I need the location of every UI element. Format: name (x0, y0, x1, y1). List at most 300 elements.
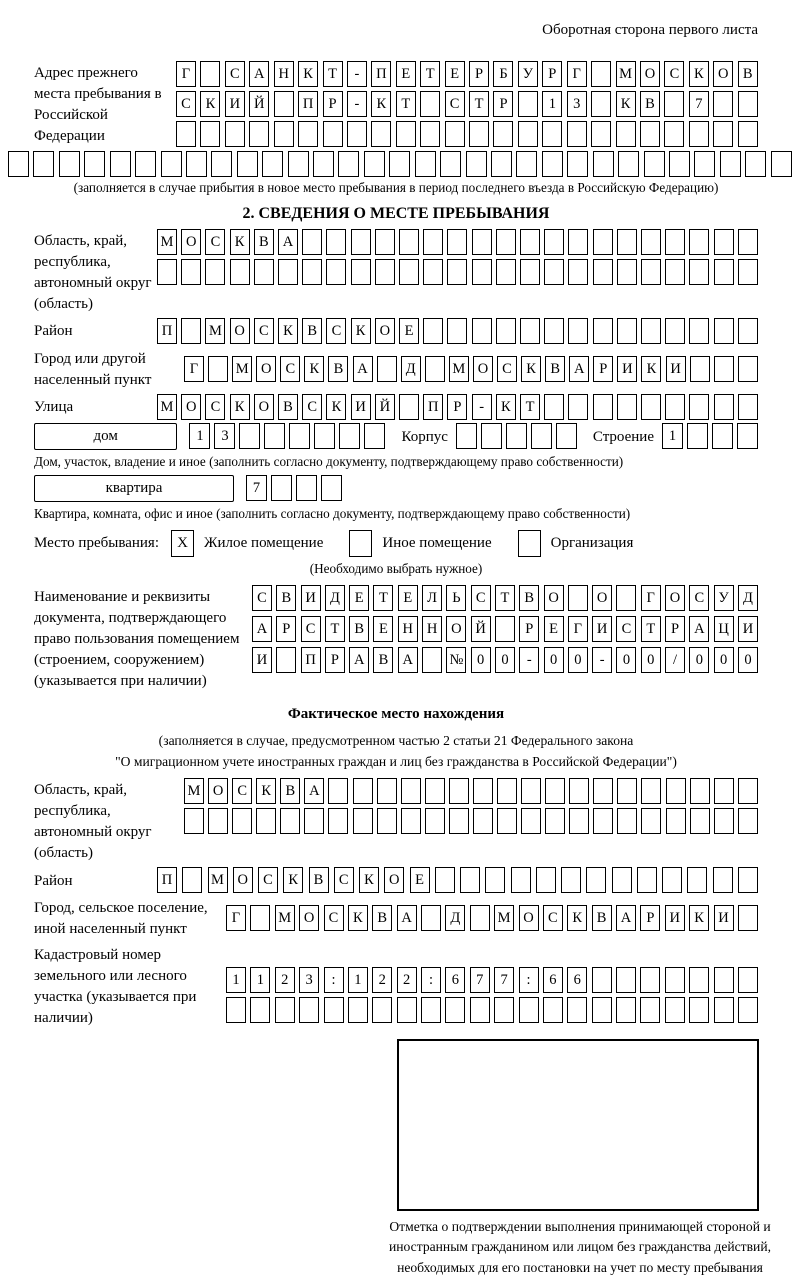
char-box[interactable]: К (521, 356, 541, 382)
char-box[interactable] (328, 808, 348, 834)
char-box[interactable]: Н (422, 616, 442, 642)
char-box[interactable]: Т (325, 616, 345, 642)
char-box[interactable]: / (665, 647, 685, 673)
char-box[interactable]: 1 (662, 423, 683, 449)
char-box[interactable] (425, 778, 445, 804)
char-box[interactable]: И (738, 616, 758, 642)
char-box[interactable] (351, 229, 371, 255)
char-box[interactable]: С (471, 585, 491, 611)
char-box[interactable] (689, 121, 709, 147)
char-box[interactable] (738, 259, 758, 285)
char-box[interactable] (280, 808, 300, 834)
char-box[interactable] (181, 259, 201, 285)
char-box[interactable] (211, 151, 232, 177)
char-box[interactable] (641, 229, 661, 255)
char-box[interactable]: А (397, 905, 417, 931)
char-box[interactable]: А (398, 647, 418, 673)
char-box[interactable] (447, 318, 467, 344)
char-box[interactable]: Т (520, 394, 540, 420)
char-box[interactable]: Е (349, 585, 369, 611)
char-box[interactable]: - (519, 647, 539, 673)
char-box[interactable]: К (256, 778, 276, 804)
char-box[interactable]: Д (738, 585, 758, 611)
char-box[interactable] (485, 867, 505, 893)
char-box[interactable]: С (664, 61, 684, 87)
char-box[interactable] (399, 259, 419, 285)
char-box[interactable] (274, 121, 294, 147)
char-box[interactable]: 1 (348, 967, 368, 993)
char-box[interactable]: В (640, 91, 660, 117)
char-box[interactable] (520, 229, 540, 255)
char-box[interactable]: А (304, 778, 324, 804)
char-box[interactable] (592, 997, 612, 1023)
char-box[interactable] (567, 997, 587, 1023)
char-box[interactable]: Е (544, 616, 564, 642)
char-box[interactable] (694, 151, 715, 177)
char-box[interactable] (521, 778, 541, 804)
char-box[interactable]: П (423, 394, 443, 420)
char-box[interactable]: С (258, 867, 278, 893)
char-box[interactable]: О (181, 394, 201, 420)
char-box[interactable] (520, 318, 540, 344)
char-box[interactable] (738, 967, 758, 993)
char-box[interactable]: О (254, 394, 274, 420)
char-box[interactable]: К (359, 867, 379, 893)
char-box[interactable] (288, 151, 309, 177)
char-box[interactable] (544, 229, 564, 255)
char-box[interactable] (264, 423, 285, 449)
char-box[interactable]: 0 (689, 647, 709, 673)
char-box[interactable] (237, 151, 258, 177)
char-box[interactable]: П (298, 91, 318, 117)
char-box[interactable]: С (497, 356, 517, 382)
char-box[interactable]: М (157, 229, 177, 255)
char-box[interactable]: К (200, 91, 220, 117)
char-box[interactable]: Р (276, 616, 296, 642)
char-box[interactable]: В (309, 867, 329, 893)
char-box[interactable]: Р (640, 905, 660, 931)
char-box[interactable] (536, 867, 556, 893)
char-box[interactable] (518, 121, 538, 147)
char-box[interactable]: У (714, 585, 734, 611)
char-box[interactable] (586, 867, 606, 893)
char-box[interactable]: - (592, 647, 612, 673)
char-box[interactable]: Р (542, 61, 562, 87)
char-box[interactable] (506, 423, 527, 449)
char-box[interactable]: Е (410, 867, 430, 893)
char-box[interactable]: Р (447, 394, 467, 420)
char-box[interactable]: Ц (714, 616, 734, 642)
char-box[interactable]: С (543, 905, 563, 931)
char-box[interactable] (200, 121, 220, 147)
char-box[interactable]: Й (471, 616, 491, 642)
char-box[interactable]: № (446, 647, 466, 673)
char-box[interactable]: 1 (189, 423, 210, 449)
char-box[interactable] (338, 151, 359, 177)
char-box[interactable]: И (252, 647, 272, 673)
char-box[interactable] (401, 778, 421, 804)
char-box[interactable]: Т (420, 61, 440, 87)
char-box[interactable]: О (473, 356, 493, 382)
char-box[interactable] (469, 121, 489, 147)
char-box[interactable] (616, 585, 636, 611)
char-box[interactable] (496, 318, 516, 344)
char-box[interactable]: С (689, 585, 709, 611)
char-box[interactable]: О (544, 585, 564, 611)
char-box[interactable] (568, 259, 588, 285)
char-box[interactable] (687, 867, 707, 893)
char-box[interactable] (665, 259, 685, 285)
char-box[interactable] (375, 259, 395, 285)
char-box[interactable]: Г (567, 61, 587, 87)
char-box[interactable] (618, 151, 639, 177)
char-box[interactable] (544, 318, 564, 344)
char-box[interactable]: С (252, 585, 272, 611)
char-box[interactable]: С (324, 905, 344, 931)
char-box[interactable] (617, 229, 637, 255)
char-box[interactable] (377, 356, 397, 382)
char-box[interactable] (347, 121, 367, 147)
char-box[interactable] (690, 778, 710, 804)
char-box[interactable]: Т (373, 585, 393, 611)
char-box[interactable] (617, 394, 637, 420)
char-box[interactable] (8, 151, 29, 177)
char-box[interactable]: М (449, 356, 469, 382)
char-box[interactable]: О (592, 585, 612, 611)
char-box[interactable] (511, 867, 531, 893)
char-box[interactable]: Р (493, 91, 513, 117)
char-box[interactable]: Р (665, 616, 685, 642)
char-box[interactable] (497, 778, 517, 804)
char-box[interactable] (399, 229, 419, 255)
char-box[interactable] (712, 423, 733, 449)
char-box[interactable]: Р (519, 616, 539, 642)
char-box[interactable] (542, 151, 563, 177)
char-box[interactable]: М (157, 394, 177, 420)
char-box[interactable] (328, 778, 348, 804)
char-box[interactable] (447, 229, 467, 255)
char-box[interactable] (230, 259, 250, 285)
char-box[interactable] (225, 121, 245, 147)
char-box[interactable] (567, 121, 587, 147)
char-box[interactable]: К (351, 318, 371, 344)
char-box[interactable]: М (275, 905, 295, 931)
char-box[interactable]: Г (226, 905, 246, 931)
char-box[interactable]: К (567, 905, 587, 931)
char-box[interactable]: С (334, 867, 354, 893)
char-box[interactable] (593, 259, 613, 285)
char-box[interactable]: Г (184, 356, 204, 382)
char-box[interactable]: Т (495, 585, 515, 611)
char-box[interactable] (271, 475, 292, 501)
char-box[interactable]: - (472, 394, 492, 420)
char-box[interactable] (738, 808, 758, 834)
char-box[interactable]: К (689, 905, 709, 931)
char-box[interactable] (664, 91, 684, 117)
char-box[interactable] (519, 997, 539, 1023)
char-box[interactable] (351, 259, 371, 285)
char-box[interactable]: В (349, 616, 369, 642)
char-box[interactable]: 2 (397, 967, 417, 993)
char-box[interactable]: П (301, 647, 321, 673)
char-box[interactable] (364, 151, 385, 177)
char-box[interactable]: Л (422, 585, 442, 611)
char-box[interactable]: 2 (372, 967, 392, 993)
char-box[interactable]: Н (274, 61, 294, 87)
char-box[interactable]: 7 (689, 91, 709, 117)
char-box[interactable] (425, 808, 445, 834)
char-box[interactable]: Т (323, 61, 343, 87)
char-box[interactable]: - (347, 61, 367, 87)
char-box[interactable]: Ь (446, 585, 466, 611)
char-box[interactable] (592, 967, 612, 993)
char-box[interactable]: Р (469, 61, 489, 87)
char-box[interactable] (616, 997, 636, 1023)
char-box[interactable]: М (208, 867, 228, 893)
char-box[interactable] (568, 394, 588, 420)
char-box[interactable] (377, 778, 397, 804)
char-box[interactable]: К (298, 61, 318, 87)
char-box[interactable]: 7 (494, 967, 514, 993)
char-box[interactable] (518, 91, 538, 117)
char-box[interactable] (59, 151, 80, 177)
char-box[interactable] (593, 394, 613, 420)
char-box[interactable] (420, 121, 440, 147)
char-box[interactable] (364, 423, 385, 449)
char-box[interactable] (591, 121, 611, 147)
char-box[interactable] (521, 808, 541, 834)
char-box[interactable] (176, 121, 196, 147)
char-box[interactable] (665, 394, 685, 420)
char-box[interactable]: У (518, 61, 538, 87)
char-box[interactable]: 0 (641, 647, 661, 673)
char-box[interactable] (665, 318, 685, 344)
char-box[interactable]: К (230, 394, 250, 420)
char-box[interactable] (568, 318, 588, 344)
char-box[interactable]: В (278, 394, 298, 420)
char-box[interactable]: 3 (214, 423, 235, 449)
char-box[interactable] (617, 318, 637, 344)
char-box[interactable]: 6 (567, 967, 587, 993)
char-box[interactable]: Б (493, 61, 513, 87)
char-box[interactable] (495, 616, 515, 642)
char-box[interactable]: Р (325, 647, 345, 673)
char-box[interactable] (135, 151, 156, 177)
char-box[interactable]: 0 (714, 647, 734, 673)
char-box[interactable] (449, 778, 469, 804)
char-box[interactable]: Д (325, 585, 345, 611)
char-box[interactable] (738, 778, 758, 804)
char-box[interactable]: 6 (445, 967, 465, 993)
char-box[interactable] (205, 259, 225, 285)
char-box[interactable] (662, 867, 682, 893)
char-box[interactable]: К (283, 867, 303, 893)
char-box[interactable] (353, 808, 373, 834)
char-box[interactable]: М (494, 905, 514, 931)
char-box[interactable] (256, 808, 276, 834)
char-box[interactable]: К (278, 318, 298, 344)
char-box[interactable] (641, 318, 661, 344)
char-box[interactable]: Д (401, 356, 421, 382)
char-box[interactable]: 2 (275, 967, 295, 993)
char-box[interactable]: П (157, 318, 177, 344)
char-box[interactable]: О (230, 318, 250, 344)
char-box[interactable] (289, 423, 310, 449)
char-box[interactable] (254, 259, 274, 285)
char-box[interactable]: И (592, 616, 612, 642)
char-box[interactable]: В (328, 356, 348, 382)
char-box[interactable]: К (616, 91, 636, 117)
char-box[interactable] (616, 121, 636, 147)
char-box[interactable] (456, 423, 477, 449)
char-box[interactable] (324, 997, 344, 1023)
char-box[interactable] (186, 151, 207, 177)
char-box[interactable] (399, 394, 419, 420)
char-box[interactable] (274, 91, 294, 117)
char-box[interactable] (425, 356, 445, 382)
char-box[interactable] (665, 229, 685, 255)
char-box[interactable]: О (384, 867, 404, 893)
char-box[interactable]: А (569, 356, 589, 382)
char-box[interactable] (689, 229, 709, 255)
char-box[interactable] (617, 778, 637, 804)
char-box[interactable]: 0 (568, 647, 588, 673)
char-box[interactable] (544, 394, 564, 420)
char-box[interactable] (738, 356, 758, 382)
char-box[interactable] (593, 778, 613, 804)
char-box[interactable]: А (252, 616, 272, 642)
char-box[interactable] (737, 423, 758, 449)
char-box[interactable]: С (232, 778, 252, 804)
char-box[interactable] (544, 259, 564, 285)
char-box[interactable] (713, 121, 733, 147)
char-box[interactable] (714, 394, 734, 420)
char-box[interactable]: О (208, 778, 228, 804)
char-box[interactable] (640, 121, 660, 147)
char-box[interactable]: И (351, 394, 371, 420)
char-box[interactable]: К (496, 394, 516, 420)
char-box[interactable]: А (249, 61, 269, 87)
char-box[interactable]: О (256, 356, 276, 382)
char-box[interactable] (299, 997, 319, 1023)
char-box[interactable] (262, 151, 283, 177)
char-box[interactable]: 0 (544, 647, 564, 673)
char-box[interactable] (353, 778, 373, 804)
char-box[interactable] (445, 121, 465, 147)
char-box[interactable]: К (326, 394, 346, 420)
char-box[interactable] (276, 647, 296, 673)
char-box[interactable] (84, 151, 105, 177)
char-box[interactable]: Г (641, 585, 661, 611)
char-box[interactable]: М (205, 318, 225, 344)
char-box[interactable]: В (545, 356, 565, 382)
char-box[interactable] (298, 121, 318, 147)
char-box[interactable] (591, 91, 611, 117)
char-box[interactable]: К (689, 61, 709, 87)
char-box[interactable] (569, 778, 589, 804)
char-box[interactable] (473, 808, 493, 834)
char-box[interactable] (200, 61, 220, 87)
char-box[interactable]: С (225, 61, 245, 87)
char-box[interactable]: 0 (616, 647, 636, 673)
char-box[interactable]: С (254, 318, 274, 344)
char-box[interactable]: А (353, 356, 373, 382)
char-box[interactable] (182, 867, 202, 893)
char-box[interactable]: С (205, 229, 225, 255)
char-box[interactable] (738, 905, 758, 931)
char-box[interactable] (713, 867, 733, 893)
char-box[interactable] (304, 808, 324, 834)
char-box[interactable] (690, 808, 710, 834)
char-box[interactable]: Е (396, 61, 416, 87)
char-box[interactable] (302, 259, 322, 285)
char-box[interactable] (714, 229, 734, 255)
char-box[interactable]: Т (469, 91, 489, 117)
char-box[interactable]: В (738, 61, 758, 87)
char-box[interactable]: С (176, 91, 196, 117)
char-box[interactable] (591, 61, 611, 87)
char-box[interactable]: В (254, 229, 274, 255)
char-box[interactable]: Р (323, 91, 343, 117)
char-box[interactable] (689, 394, 709, 420)
char-box[interactable]: 1 (250, 967, 270, 993)
char-box[interactable] (714, 808, 734, 834)
char-box[interactable] (493, 121, 513, 147)
char-box[interactable]: О (519, 905, 539, 931)
char-box[interactable]: : (421, 967, 441, 993)
char-box[interactable] (669, 151, 690, 177)
char-box[interactable]: К (641, 356, 661, 382)
char-box[interactable] (738, 867, 758, 893)
char-box[interactable] (664, 121, 684, 147)
stay-type-checkbox-organization[interactable] (518, 530, 541, 557)
char-box[interactable] (460, 867, 480, 893)
char-box[interactable] (415, 151, 436, 177)
char-box[interactable] (593, 318, 613, 344)
char-box[interactable] (278, 259, 298, 285)
char-box[interactable]: Й (375, 394, 395, 420)
char-box[interactable] (497, 808, 517, 834)
char-box[interactable] (745, 151, 766, 177)
char-box[interactable]: А (278, 229, 298, 255)
char-box[interactable] (435, 867, 455, 893)
char-box[interactable]: А (616, 905, 636, 931)
char-box[interactable] (689, 259, 709, 285)
char-box[interactable]: И (666, 356, 686, 382)
char-box[interactable]: 0 (738, 647, 758, 673)
char-box[interactable] (323, 121, 343, 147)
char-box[interactable]: М (232, 356, 252, 382)
char-box[interactable] (593, 229, 613, 255)
char-box[interactable]: И (665, 905, 685, 931)
char-box[interactable] (520, 259, 540, 285)
char-box[interactable] (296, 475, 317, 501)
char-box[interactable]: Е (398, 585, 418, 611)
char-box[interactable] (421, 905, 441, 931)
char-box[interactable]: С (205, 394, 225, 420)
char-box[interactable]: А (349, 647, 369, 673)
char-box[interactable] (339, 423, 360, 449)
char-box[interactable] (422, 647, 442, 673)
char-box[interactable]: С (301, 616, 321, 642)
stay-type-checkbox-residential[interactable]: X (171, 530, 194, 557)
char-box[interactable]: Й (249, 91, 269, 117)
char-box[interactable] (447, 259, 467, 285)
char-box[interactable] (321, 475, 342, 501)
char-box[interactable]: И (617, 356, 637, 382)
char-box[interactable]: П (371, 61, 391, 87)
char-box[interactable] (326, 259, 346, 285)
